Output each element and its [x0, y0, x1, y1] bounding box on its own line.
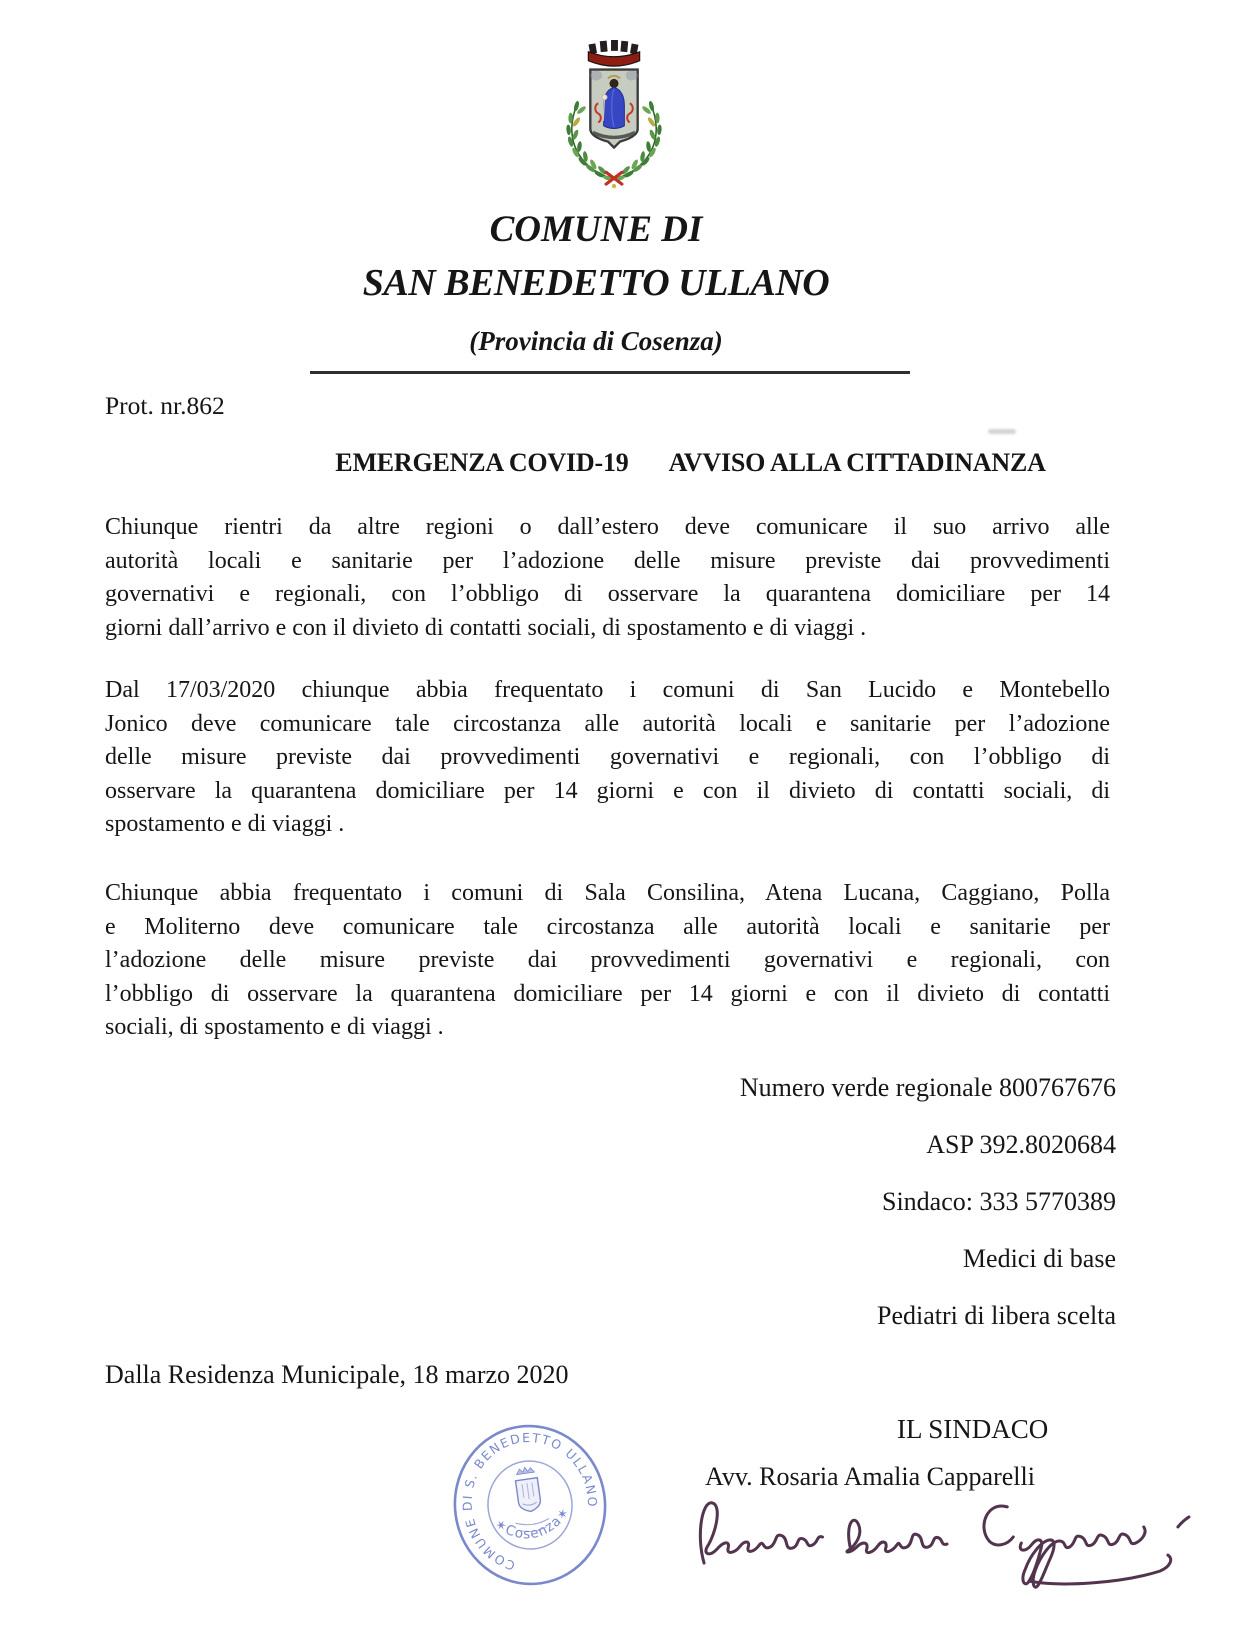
- handwritten-signature: [690, 1484, 1200, 1594]
- notice-title-announcement: AVVISO ALLA CITTADINANZA: [668, 448, 1046, 477]
- body-paragraph-2: [105, 674, 1110, 842]
- paragraph-line: e Moliterno deve comunicare tale circostanza alle autorità locali e sanitarie per: [105, 913, 1110, 940]
- contact-line-medici: Medici di base: [962, 1244, 1116, 1273]
- dateline: Dalla Residenza Municipale, 18 marzo 2020: [105, 1360, 569, 1389]
- body-paragraph-3: [105, 877, 1110, 1045]
- municipality-name-line2: SAN BENEDETTO ULLANO: [362, 262, 830, 304]
- paragraph-line: Jonico deve comunicare tale circostanza alle autorità locali e sanitarie per l’adozione: [105, 710, 1110, 737]
- paragraph-line: governativi e regionali, con l’obbligo di osservare la quarantena domiciliare per 14: [105, 581, 1110, 608]
- header-separator-rule: [310, 371, 910, 374]
- contact-line-sindaco: Sindaco: 333 5770389: [882, 1187, 1116, 1216]
- scan-artifact-mark: [988, 429, 1016, 434]
- paragraph-line: osservare la quarantena domiciliare per 14 giorni e con il divieto di contatti sociali, di: [105, 777, 1110, 804]
- protocol-number: Prot. nr.862: [105, 391, 225, 420]
- municipal-round-stamp: [449, 1421, 612, 1589]
- contact-line-asp: ASP 392.8020684: [926, 1130, 1116, 1159]
- paragraph-line: sociali, di spostamento e di viaggi .: [105, 1014, 444, 1041]
- crest-shield-icon: [590, 70, 637, 148]
- paragraph-line: giorni dall’arrivo e con il divieto di contatti sociali, di spostamento e di viaggi .: [105, 614, 867, 641]
- crest-crown-icon: [589, 40, 639, 54]
- paragraph-line: spostamento e di viaggi .: [105, 811, 345, 838]
- stamp-ring-text: COMUNE DI S. BENEDETTO ULLANO: [459, 1429, 600, 1574]
- notice-title: [105, 448, 1193, 478]
- paragraph-line: Chiunque abbia frequentato i comuni di Sala Consilina, Atena Lucana, Caggiano, Polla: [105, 880, 1110, 906]
- paragraph-line: l’obbligo di osservare la quarantena domiciliare per 14 giorni e con il divieto di contatti: [105, 980, 1110, 1007]
- contact-line-pediatri: Pediatri di libera scelta: [877, 1301, 1116, 1330]
- paragraph-line: autorità locali e sanitarie per l’adozione delle misure previste dai provvedimenti: [105, 547, 1110, 574]
- contact-list: [105, 1059, 1116, 1344]
- stamp-bottom-text: ✶Cosenza✶: [491, 1504, 574, 1543]
- paragraph-line: Dal 17/03/2020 chiunque abbia frequentato i comuni di San Lucido e Montebello: [105, 677, 1110, 703]
- province-line: (Provincia di Cosenza): [469, 326, 723, 356]
- paragraph-line: l’adozione delle misure previste dai provvedimenti governativi e regionali, con: [105, 947, 1110, 974]
- coat-of-arms: [556, 40, 672, 190]
- signer-role: IL SINDACO: [897, 1414, 1049, 1444]
- municipality-name-line1: COMUNE DI: [489, 209, 703, 250]
- contact-line-numero-verde: Numero verde regionale 800767676: [739, 1073, 1116, 1102]
- body-paragraph-1: [105, 511, 1110, 645]
- signer-name: Avv. Rosaria Amalia Capparelli: [705, 1462, 1035, 1491]
- notice-title-emergency: EMERGENZA COVID-19: [335, 448, 629, 477]
- paragraph-line: Chiunque rientri da altre regioni o dall’estero deve comunicare il suo arrivo alle: [105, 514, 1110, 540]
- paragraph-line: delle misure previste dai provvedimenti governativi e regionali, con l’obbligo di: [105, 744, 1110, 771]
